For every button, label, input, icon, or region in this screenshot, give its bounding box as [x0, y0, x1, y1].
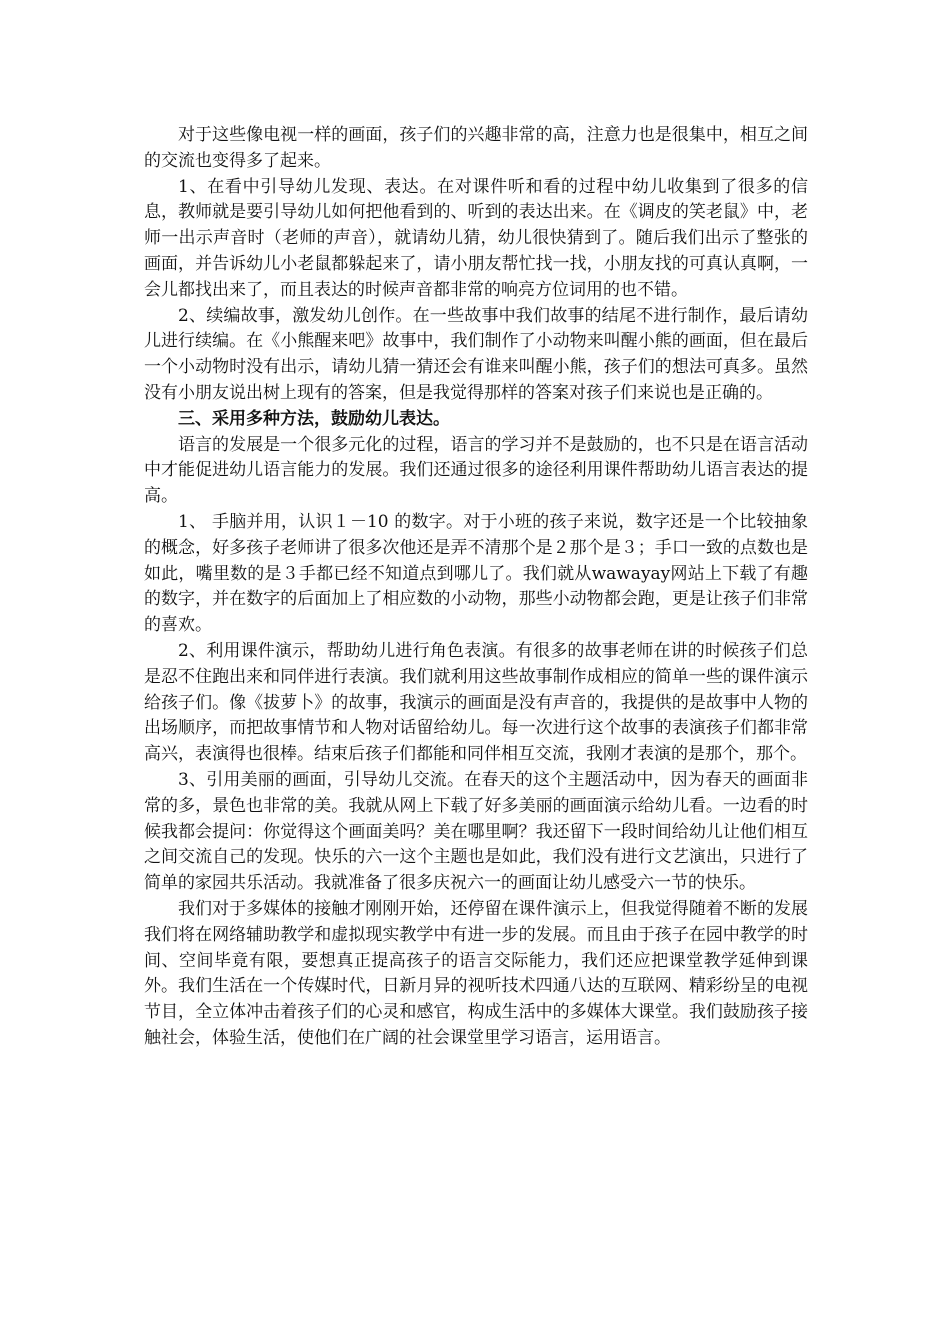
paragraph-role-play: 2、利用课件演示，帮助幼儿进行角色表演。有很多的故事老师在讲的时候孩子们总是忍不住跑出来和同伴进行表演。我们就利用这些故事制作成相应的简单一些的课件演示给孩子们。像《拔萝卜》的故事，我演示的画面是没有声音的，我提供的是故事中人物的出场顺序，而把故事情节和人物对话留给幼儿。每一次进行这个故事的表演孩子们都非常高兴，表演得也很棒。结束后孩子们都能和同伴相互交流，我刚才表演的是那个，那个。: [144, 640, 808, 765]
document-body: [144, 123, 808, 1052]
paragraph-language-development: 语言的发展是一个很多元化的过程，语言的学习并不是鼓励的，也不只是在语言活动中才能促进幼儿语言能力的发展。我们还通过很多的途径利用课件帮助幼儿语言表达的提高。: [144, 434, 808, 507]
paragraph-intro: 对于这些像电视一样的画面，孩子们的兴趣非常的高，注意力也是很集中，相互之间的交流也变得多了起来。: [144, 125, 808, 171]
section-heading-three: 三、采用多种方法，鼓励幼儿表达。: [178, 408, 450, 429]
paragraph-section-2: 2、续编故事，激发幼儿创作。在一些故事中我们故事的结尾不进行制作，最后请幼儿进行续编。在《小熊醒来吧》故事中，我们制作了小动物来叫醒小熊的画面，但在最后一个小动物时没有出示，请幼儿猜一猜还会有谁来叫醒小熊，孩子们的想法可真多。虽然没有小朋友说出树上现有的答案，但是我觉得那样的答案对孩子们来说也是正确的。: [144, 305, 808, 403]
paragraph-section-1: 1、在看中引导幼儿发现、表达。在对课件听和看的过程中幼儿收集到了很多的信息，教师就是要引导幼儿如何把他看到的、听到的表达出来。在《调皮的笑老鼠》中，老师一出示声音时（老师的声音），就请幼儿猜，幼儿很快猜到了。随后我们出示了整张的画面，并告诉幼儿小老鼠都躲起来了，请小朋友帮忙找一找，小朋友找的可真认真啊，一会儿都找出来了，而且表达的时候声音都非常的响亮方位词用的也不错。: [144, 176, 808, 300]
paragraph-numbers: 1、 手脑并用，认识１－10 的数字。对于小班的孩子来说，数字还是一个比较抽象的概念，好多孩子老师讲了很多次他还是弄不清那个是２那个是３；手口一致的点数也是如此，嘴里数的是３手都已经不知道点到哪儿了。我们就从wawayay网站上下载了有趣的数字，并在数字的后面加上了相应数的小动物，那些小动物都会跑，更是让孩子们非常的喜欢。: [144, 511, 808, 636]
paragraph-beautiful-pictures: 3、引用美丽的画面，引导幼儿交流。在春天的这个主题活动中，因为春天的画面非常的多，景色也非常的美。我就从网上下载了好多美丽的画面演示给幼儿看。一边看的时候我都会提问：你觉得这个画面美吗？美在哪里啊？我还留下一段时间给幼儿让他们相互之间交流自己的发现。快乐的六一这个主题也是如此，我们没有进行文艺演出，只进行了简单的家园共乐活动。我就准备了很多庆祝六一的画面让幼儿感受六一节的快乐。: [144, 769, 808, 894]
paragraph-conclusion: 我们对于多媒体的接触才刚刚开始，还停留在课件演示上，但我觉得随着不断的发展我们将在网络辅助教学和虚拟现实教学中有进一步的发展。而且由于孩子在园中教学的时间、空间毕竟有限，要想真正提高孩子的语言交际能力，我们还应把课堂教学延伸到课外。我们生活在一个传媒时代，日新月异的视听技术四通八达的互联网、精彩纷呈的电视节目，全立体冲击着孩子们的心灵和感官，构成生活中的多媒体大课堂。我们鼓励孩子接触社会，体验生活，使他们在广阔的社会课堂里学习语言，运用语言。: [144, 898, 808, 1048]
